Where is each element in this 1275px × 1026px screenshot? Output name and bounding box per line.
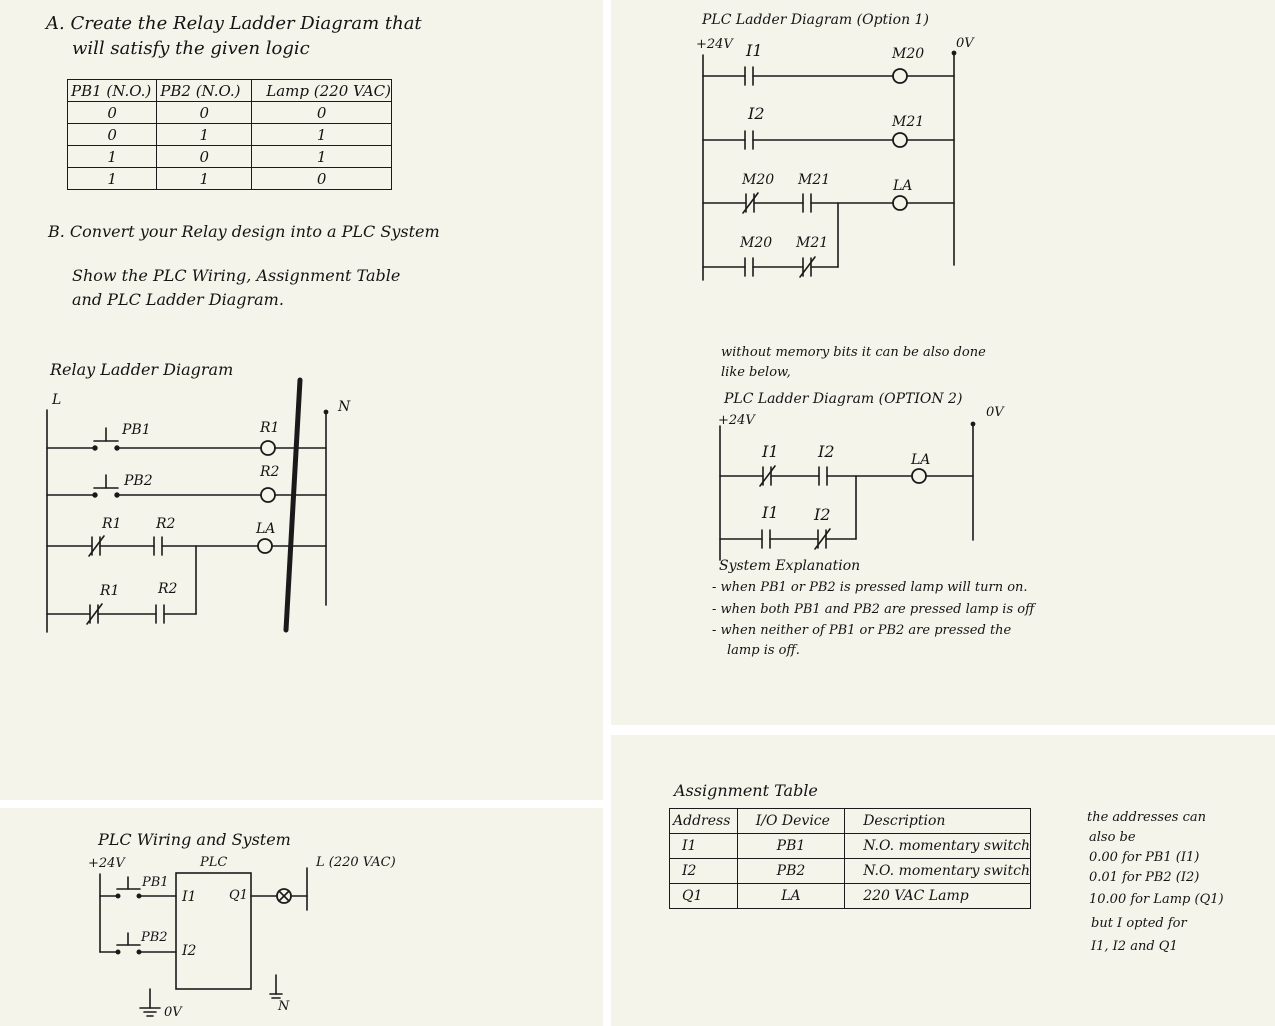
side-note-line: also be (1089, 830, 1136, 845)
plc-option2-right-supply: 0V (986, 405, 1004, 420)
relay-contact-r2-label: R2 (156, 516, 176, 532)
plc-option1-title: PLC Ladder Diagram (Option 1) (702, 12, 929, 28)
plc2-coil-la-label: LA (911, 452, 931, 468)
side-note-line: 10.00 for Lamp (Q1) (1089, 892, 1224, 907)
wiring-neutral-label: N (278, 999, 290, 1014)
truth-cell: 0 (252, 168, 392, 190)
wiring-pb1-label: PB1 (142, 875, 169, 890)
side-note-line: 0.01 for PB2 (I2) (1089, 870, 1200, 885)
assignment-cell-description: N.O. momentary switch (845, 834, 1031, 859)
assignment-header-description: Description (845, 809, 1031, 834)
relay-pb2-label: PB2 (124, 473, 153, 489)
section-b-instr-line1: Show the PLC Wiring, Assignment Table (72, 266, 401, 285)
plc1-contact-m21-label: M21 (798, 172, 831, 188)
plc-option2-title: PLC Ladder Diagram (OPTION 2) (724, 391, 963, 407)
truth-header-pb2: PB2 (N.O.) (157, 80, 252, 102)
relay-coil-r1-label: R1 (260, 420, 280, 436)
plc1-coil-la-label: LA (893, 178, 913, 194)
wiring-title: PLC Wiring and System (98, 830, 291, 849)
wiring-i1-label: I1 (182, 889, 197, 905)
relay-contact-r1-label: R1 (102, 516, 122, 532)
plc2-i2-label: I2 (818, 442, 835, 461)
plc1-contact-m21-label: M21 (796, 235, 829, 251)
plc-option1-left-supply: +24V (696, 37, 733, 52)
side-note-line: I1, I2 and Q1 (1091, 939, 1178, 954)
side-note-line: but I opted for (1091, 916, 1187, 931)
truth-cell: 0 (157, 102, 252, 124)
assignment-cell-device: PB2 (737, 859, 844, 884)
truth-cell: 1 (157, 124, 252, 146)
truth-header-pb1: PB1 (N.O.) (68, 80, 157, 102)
assignment-cell-address: I1 (670, 834, 738, 859)
relay-left-rail-label: L (52, 392, 62, 408)
wiring-supply-label: +24V (88, 856, 125, 871)
assignment-title: Assignment Table (674, 781, 818, 800)
truth-cell: 1 (68, 168, 157, 190)
plc-option2-left-supply: +24V (718, 413, 755, 428)
section-b-title: B. Convert your Relay design into a PLC System (48, 222, 440, 241)
explanation-line: - when neither of PB1 or PB2 are pressed the (712, 623, 1012, 638)
relay-ladder-title: Relay Ladder Diagram (50, 360, 234, 379)
wiring-ground-label: 0V (164, 1005, 182, 1020)
truth-cell: 0 (157, 146, 252, 168)
truth-cell: 1 (252, 124, 392, 146)
plc1-i2-label: I2 (748, 104, 765, 123)
truth-cell: 1 (157, 168, 252, 190)
section-a-title-line1: A. Create the Relay Ladder Diagram that (46, 13, 422, 34)
plc1-contact-m20-label: M20 (740, 235, 773, 251)
assignment-table (669, 808, 1031, 909)
explanation-line: - when PB1 or PB2 is pressed lamp will turn on. (712, 580, 1028, 595)
wiring-q1-label: Q1 (229, 888, 248, 903)
note-line1: without memory bits it can be also done (721, 345, 986, 360)
plc1-coil-m20-label: M20 (892, 46, 925, 62)
section-a-title-line2: will satisfy the given logic (72, 38, 310, 59)
assignment-header-device: I/O Device (737, 809, 844, 834)
assignment-cell-address: I2 (670, 859, 738, 884)
relay-coil-r2-label: R2 (260, 464, 280, 480)
explanation-line: lamp is off. (727, 643, 800, 658)
relay-coil-la-label: LA (256, 521, 276, 537)
note-line2: like below, (721, 365, 791, 380)
explanation-title: System Explanation (719, 558, 861, 574)
wiring-plc-label: PLC (200, 855, 228, 870)
plc2-i1-label: I1 (762, 442, 779, 461)
side-note-line: 0.00 for PB1 (I1) (1089, 850, 1200, 865)
plc1-contact-m20-label: M20 (742, 172, 775, 188)
wiring-pb2-label: PB2 (141, 930, 168, 945)
section-b-instr-line2: and PLC Ladder Diagram. (72, 290, 284, 309)
assignment-row (670, 859, 1031, 884)
truth-cell: 0 (68, 124, 157, 146)
truth-cell: 1 (68, 146, 157, 168)
relay-contact-r2-label: R2 (158, 581, 178, 597)
assignment-cell-device: PB1 (737, 834, 844, 859)
truth-cell: 0 (252, 102, 392, 124)
relay-right-rail-label: N (338, 399, 351, 415)
plc2-i1-label: I1 (762, 503, 779, 522)
assignment-cell-description: 220 VAC Lamp (845, 884, 1031, 909)
wiring-line-label: L (220 VAC) (316, 855, 396, 870)
truth-header-lamp: Lamp (220 VAC) (252, 80, 392, 102)
relay-contact-r1-label: R1 (100, 583, 120, 599)
assignment-row (670, 834, 1031, 859)
plc1-i1-label: I1 (746, 41, 763, 60)
assignment-cell-description: N.O. momentary switch (845, 859, 1031, 884)
plc2-i2-label: I2 (814, 505, 831, 524)
plc1-coil-m21-label: M21 (892, 114, 925, 130)
assignment-header (670, 809, 1031, 834)
assignment-cell-address: Q1 (670, 884, 738, 909)
assignment-header-address: Address (670, 809, 738, 834)
side-note-line: the addresses can (1087, 810, 1206, 825)
truth-cell: 0 (68, 102, 157, 124)
wiring-i2-label: I2 (182, 943, 197, 959)
truth-cell: 1 (252, 146, 392, 168)
assignment-cell-device: LA (737, 884, 844, 909)
explanation-line: - when both PB1 and PB2 are pressed lamp is off (712, 602, 1035, 617)
assignment-row (670, 884, 1031, 909)
relay-pb1-label: PB1 (122, 422, 151, 438)
plc-option1-right-supply: 0V (956, 36, 974, 51)
